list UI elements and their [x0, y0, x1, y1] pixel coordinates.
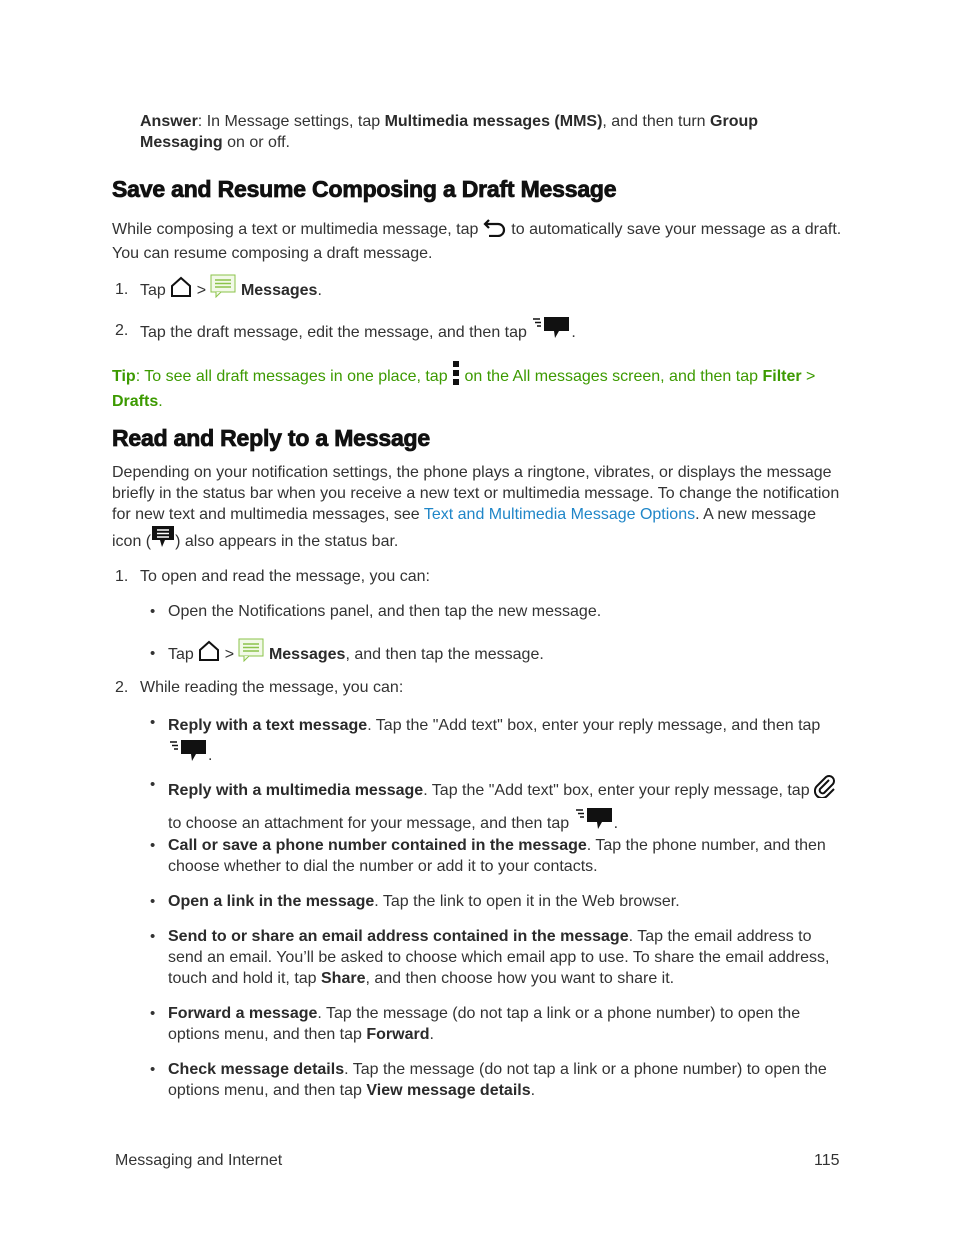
back-icon [483, 217, 507, 243]
tip-label: Tip [112, 368, 136, 385]
step-number: 2. [115, 322, 129, 339]
send-icon [531, 316, 571, 346]
save-draft-intro: While composing a text or multimedia message, tap to automatically save your message as a draft. You can resume composing a draft message. [112, 217, 842, 264]
step-number: 2. [115, 679, 129, 696]
page-number: 115 [814, 1152, 840, 1169]
home-icon [198, 640, 220, 668]
menu-dots-icon [452, 361, 460, 391]
message-options-link[interactable]: Text and Multimedia Message Options [423, 506, 696, 523]
footer-section-title: Messaging and Internet [115, 1152, 283, 1169]
bullet-message-details: Check message details. Tap the message (do not tap a link or a phone number) to open the options menu, and then tap View message details. [168, 1061, 827, 1099]
step-1-text: To open and read the message, you can: [140, 568, 430, 585]
bullet-open-link: Open a link in the message. Tap the link to open it in the Web browser. [168, 893, 680, 910]
bullet-reply-text: Reply with a text message. Tap the "Add text" box, enter your reply message, and then tap . [168, 712, 840, 772]
messages-app-icon [210, 274, 236, 304]
new-message-icon [151, 525, 175, 555]
read-reply-intro: Depending on your notification settings, the phone plays a ringtone, vibrates, or displays the message briefly in the status bar when you receive a new text or multimedia message. To change the notification for new text and multimedia messages, see Text and Multimedia Message Options. A new message icon ( ) also appears in the status bar. [112, 462, 842, 555]
step-2-text: While reading the message, you can: [140, 679, 404, 696]
step-number: 1. [115, 281, 129, 298]
answer-label: Answer [140, 113, 198, 130]
send-icon [168, 739, 208, 772]
bullet-forward-message: Forward a message. Tap the message (do not tap a link or a phone number) to open the options menu, and then tap Forward. [168, 1005, 801, 1043]
section-heading-read-reply: Read and Reply to a Message [112, 425, 430, 451]
bullet-open-notifications: Open the Notifications panel, and then tap the new message. [168, 603, 602, 620]
section-heading-save-draft: Save and Resume Composing a Draft Message [112, 176, 617, 202]
bullet-email-address: Send to or share an email address contained in the message. Tap the email address to send an email. You’ll be asked to choose which email app to use. To share the email address, touch and hold it, tap Share, and then choose how you want to share it. [168, 928, 830, 987]
step-2: Tap the draft message, edit the message, and then tap . [140, 316, 840, 346]
tip-paragraph: Tip: To see all draft messages in one place, tap on the All messages screen, and then tap Filter > Drafts. [112, 361, 842, 412]
messages-app-icon [238, 638, 264, 668]
answer-paragraph: Answer: In Message settings, tap Multimedia messages (MMS), and then turn Group Messaging on or off. [140, 113, 759, 151]
step-number: 1. [115, 568, 129, 585]
bullet-call-number: Call or save a phone number contained in the message. Tap the phone number, and then choose whether to dial the number or add it to your contacts. [168, 837, 826, 875]
home-icon [170, 276, 192, 304]
step-1: Tap > Messages. [140, 274, 840, 304]
bullet-reply-mms: Reply with a multimedia message. Tap the "Add text" box, enter your reply message, tap to choose an attachment for your message, and then tap . [168, 774, 840, 840]
paperclip-icon [814, 774, 836, 807]
bullet-tap-messages: Tap > Messages, and then tap the message. [168, 638, 840, 668]
